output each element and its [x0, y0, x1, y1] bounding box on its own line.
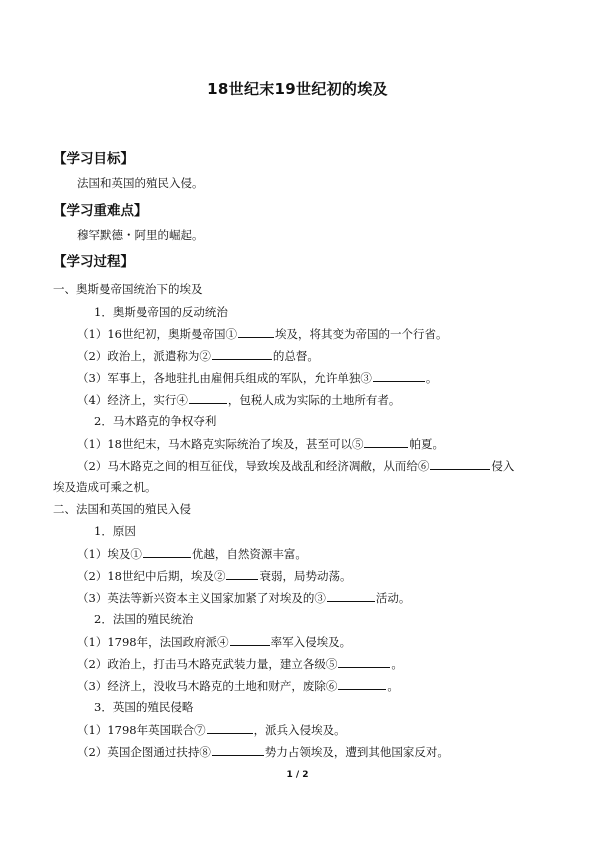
answer-blank[interactable] [226, 567, 258, 580]
question-text: （3）军事上，各地驻扎由雇佣兵组成的军队，允许单独③ [77, 371, 372, 385]
question-line [77, 369, 437, 386]
answer-blank[interactable] [373, 369, 425, 382]
part2-heading: 二、法国和英国的殖民入侵 [53, 502, 191, 516]
question-text: 侵入 [491, 459, 515, 473]
question-text: ，派兵入侵埃及。 [253, 723, 346, 737]
question-text: （1）埃及① [77, 547, 142, 561]
goal-text: 法国和英国的殖民入侵。 [77, 176, 204, 190]
part2-sub2: 2．法国的殖民统治 [94, 612, 194, 626]
question-text: 帕夏。 [409, 437, 444, 451]
question-text: （2）马木路克之间的相互征伐，导致埃及战乱和经济凋敝，从而给⑥ [77, 459, 430, 473]
question-continuation: 埃及造成可乘之机。 [53, 480, 157, 494]
answer-blank[interactable] [430, 457, 490, 470]
question-line [77, 347, 319, 364]
question-line [77, 545, 307, 562]
answer-blank[interactable] [230, 633, 270, 646]
question-text: （2）政治上，派遣称为② [77, 349, 211, 363]
section-heading-key-points: 【学习重难点】 [53, 203, 148, 219]
part1-heading: 一、奥斯曼帝国统治下的埃及 [53, 282, 203, 296]
question-text: （3）经济上，没收马木路克的土地和财产，废除⑥ [77, 679, 338, 693]
question-line [77, 325, 447, 342]
answer-blank[interactable] [364, 435, 408, 448]
question-text: （3）英法等新兴资本主义国家加紧了对埃及的③ [77, 591, 326, 605]
question-line [77, 743, 449, 760]
question-line [77, 567, 351, 584]
question-text: 的总督。 [272, 349, 319, 363]
question-line [77, 677, 399, 694]
question-text: 优越，自然资源丰富。 [191, 547, 307, 561]
question-text: 埃及，将其变为帝国的一个行省。 [274, 327, 448, 341]
question-text: 活动。 [375, 591, 411, 605]
answer-blank[interactable] [238, 325, 274, 338]
answer-blank[interactable] [189, 391, 227, 404]
answer-blank[interactable] [327, 589, 375, 602]
question-text: （1）16世纪初，奥斯曼帝国① [77, 327, 237, 341]
question-line [77, 633, 351, 650]
question-text: ，包税人成为实际的土地所有者。 [227, 393, 401, 407]
question-text: （2）政治上，打击马木路克武装力量，建立各级⑤ [77, 657, 338, 671]
answer-blank[interactable] [338, 655, 390, 668]
answer-blank[interactable] [212, 347, 272, 360]
key-point-text: 穆罕默德・阿里的崛起。 [77, 228, 204, 242]
question-text: 。 [391, 657, 403, 671]
answer-blank[interactable] [338, 677, 386, 690]
page-number: 1 / 2 [286, 770, 309, 780]
question-text: 率军入侵埃及。 [270, 635, 352, 649]
question-text: （1）18世纪末，马木路克实际统治了埃及，甚至可以⑤ [77, 437, 364, 451]
question-line [77, 589, 410, 606]
question-text: 。 [425, 371, 438, 385]
question-text: 。 [387, 679, 399, 693]
question-text: （1）1798年，法国政府派④ [77, 635, 229, 649]
section-heading-process: 【学习过程】 [53, 254, 134, 270]
question-text: 势力占领埃及，遭到其他国家反对。 [264, 745, 449, 759]
part2-sub1: 1．原因 [94, 524, 136, 538]
part2-sub3: 3．英国的殖民侵略 [94, 700, 194, 714]
answer-blank[interactable] [207, 721, 253, 734]
question-line [77, 457, 514, 474]
question-line [77, 655, 403, 672]
question-text: （1）1798年英国联合⑦ [77, 723, 206, 737]
answer-blank[interactable] [212, 743, 264, 756]
section-heading-goals: 【学习目标】 [53, 151, 134, 167]
question-text: 衰弱，局势动荡。 [259, 569, 352, 583]
question-text: （2）18世纪中后期，埃及② [77, 569, 226, 583]
part1-sub1: 1．奥斯曼帝国的反动统治 [94, 305, 228, 319]
question-line [77, 391, 400, 408]
question-text: （2）英国企图通过扶持⑧ [77, 745, 211, 759]
part1-sub2: 2．马木路克的争权夺利 [94, 414, 217, 428]
answer-blank[interactable] [143, 545, 191, 558]
question-text: （4）经济上，实行④ [77, 393, 188, 407]
question-line [77, 721, 346, 738]
page-title: 18世纪末19世纪初的埃及 [207, 80, 388, 98]
question-line [77, 435, 444, 452]
